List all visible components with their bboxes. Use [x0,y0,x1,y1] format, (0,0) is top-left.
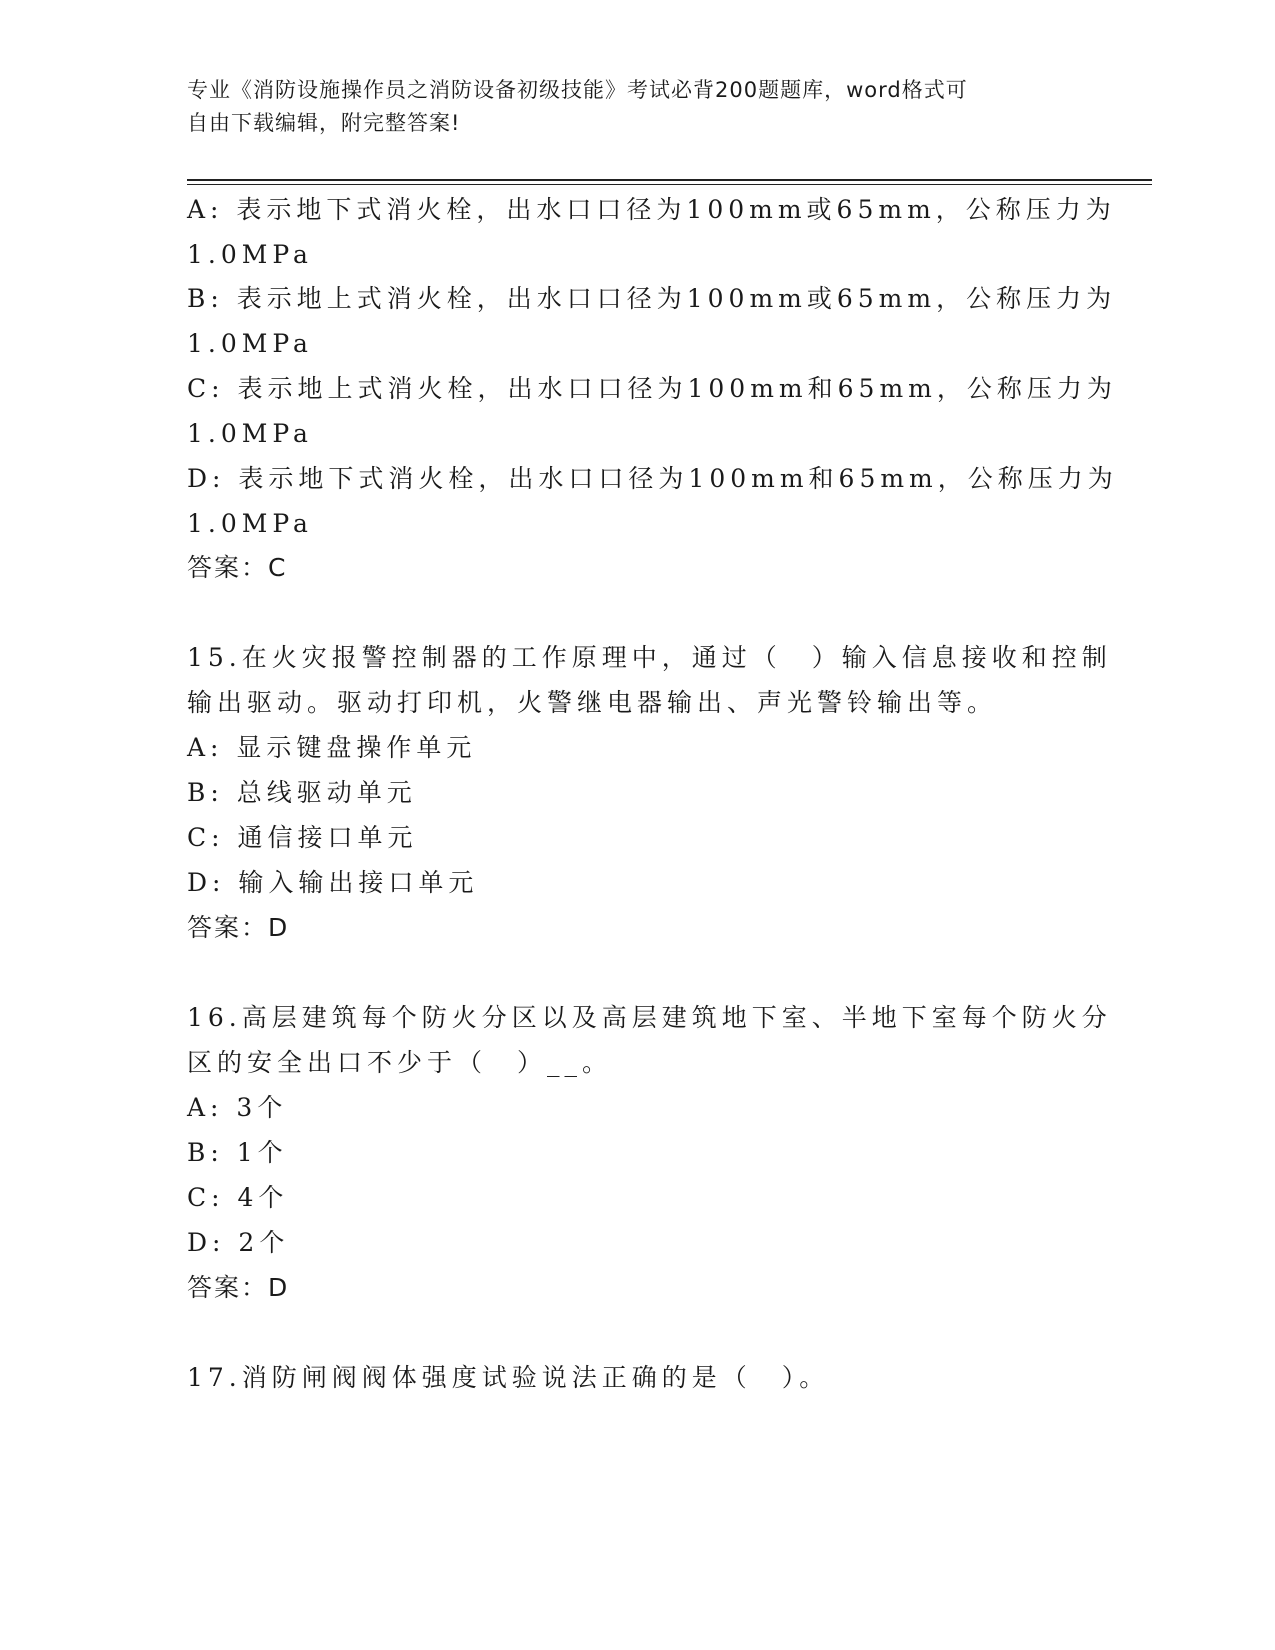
header-line-2: 自由下载编辑，附完整答案! [187,111,461,135]
header-rule-thick [187,179,1152,181]
option-a-line-1: A: 表示地下式消火栓，出水口口径为100mm或65mm，公称压力为 [187,195,1116,224]
option-a-line-2: 1.0MPa [187,240,313,269]
option-c-line-1: C: 表示地上式消火栓，出水口口径为100mm和65mm，公称压力为 [187,374,1117,403]
question-15-line-1: 15.在火灾报警控制器的工作原理中，通过（ ）输入信息接收和控制 [187,643,1112,672]
q15-answer: 答案：D [187,913,290,942]
question-17-line-1: 17.消防闸阀阀体强度试验说法正确的是（ ）。 [187,1363,830,1392]
q16-answer: 答案：D [187,1273,290,1302]
option-b-line-2: 1.0MPa [187,329,313,358]
q16-option-a: A: 3个 [187,1093,288,1122]
option-d-line-2: 1.0MPa [187,509,313,538]
header-line-1: 专业《消防设施操作员之消防设备初级技能》考试必背200题题库，word格式可 [187,78,968,102]
q16-option-c: C: 4个 [187,1183,289,1212]
document-header [187,74,1087,140]
header-rule-thin [187,184,1152,185]
q16-option-d: D: 2个 [187,1228,290,1257]
q16-option-b: B: 1个 [187,1138,288,1167]
question-16-line-1: 16.高层建筑每个防火分区以及高层建筑地下室、半地下室每个防火分 [187,1003,1112,1032]
q15-option-b: B: 总线驱动单元 [187,778,417,807]
question-15-line-2: 输出驱动。驱动打印机，火警继电器输出、声光警铃输出等。 [187,688,998,717]
q15-option-c: C: 通信接口单元 [187,823,418,852]
option-d-line-1: D: 表示地下式消火栓，出水口口径为100mm和65mm，公称压力为 [187,464,1118,493]
q15-option-d: D: 输入输出接口单元 [187,868,479,897]
option-c-line-2: 1.0MPa [187,419,313,448]
q15-option-a: A: 显示键盘操作单元 [187,733,477,762]
option-b-line-1: B: 表示地上式消火栓，出水口口径为100mm或65mm，公称压力为 [187,284,1117,313]
answer: 答案：C [187,553,288,582]
question-16-line-2: 区的安全出口不少于（ ）__。 [187,1048,613,1077]
